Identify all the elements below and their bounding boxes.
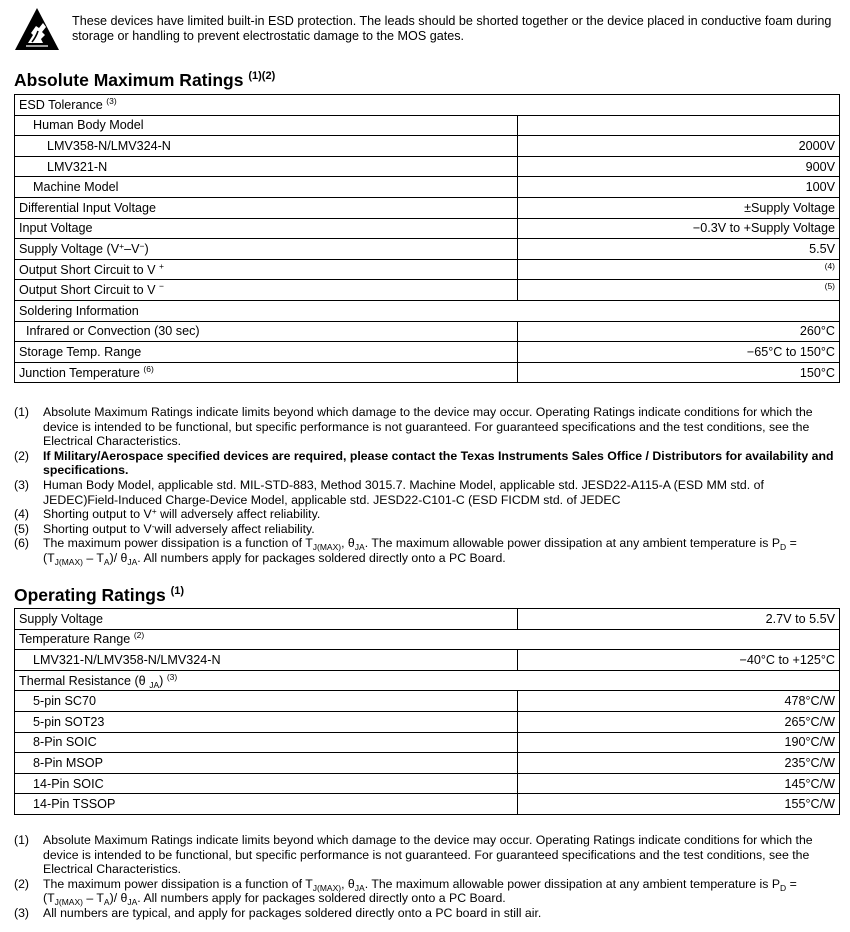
esd-tolerance-text: ESD Tolerance [19, 97, 103, 112]
note-text: Shorting output to V [43, 507, 152, 522]
short-vminus-value [518, 280, 840, 301]
note-text: )/ θ [109, 891, 128, 906]
abs-note-2 [14, 449, 839, 478]
note-text: will adversely affect reliability. [154, 521, 315, 536]
thermal-resistance-label [15, 670, 840, 691]
sot23-value: 265°C/W [518, 711, 840, 732]
op-ratings-title-text: Operating Ratings [14, 585, 166, 605]
note-number: (3) [14, 477, 30, 492]
storage-label: Storage Temp. Range [15, 342, 518, 363]
short-vplus-sup: + [159, 260, 164, 271]
table-row [15, 650, 840, 671]
supply-voltage-plus: + [119, 240, 125, 251]
short-vplus-text: Output Short Circuit to V [19, 262, 156, 277]
table-row [15, 794, 840, 815]
op-ratings-table [14, 608, 840, 815]
note-sup: - [151, 520, 155, 531]
table-row [15, 115, 840, 136]
note-text: – T [82, 891, 104, 906]
table-row [15, 156, 840, 177]
junction-label [15, 362, 518, 383]
note-sub: JA [127, 897, 138, 908]
short-vminus-sup: − [159, 281, 164, 292]
supply-voltage-label [15, 239, 518, 260]
table-row [15, 239, 840, 260]
soic8-label: 8-Pin SOIC [15, 732, 518, 753]
diff-input-label: Differential Input Voltage [15, 197, 518, 218]
input-voltage-label: Input Voltage [15, 218, 518, 239]
note-number: (6) [14, 536, 30, 551]
hbm-358-324-label: LMV358-N/LMV324-N [15, 136, 518, 157]
note-sub: J(MAX) [54, 897, 83, 908]
abs-note-4 [14, 507, 839, 522]
supply-voltage-value: 5.5V [518, 239, 840, 260]
empty-cell [518, 115, 840, 136]
table-row [15, 732, 840, 753]
note-text: The maximum power dissipation is a function of T [43, 876, 313, 891]
note-text: , θ [341, 536, 355, 551]
note-text: . The maximum allowable power dissipation at any ambient temperature is P [364, 536, 781, 551]
note-number: (3) [14, 905, 30, 920]
note-text: Human Body Model, applicable std. MIL-STD-883, Method 3015.7. Machine Model, applicable std. JESD22-A115-A (ESD MM std. of JEDEC)Field-Induced Charge-Device Model, applicable std. JESD22-C101-C (ESD FICDM std. of JEDEC [43, 477, 764, 507]
note-text: will adversely affect reliability. [156, 507, 321, 522]
esd-notice [14, 4, 838, 52]
note-text: , θ [341, 876, 355, 891]
note-sub: D [780, 882, 787, 893]
thermal-sub: JA [149, 679, 160, 690]
junction-text: Junction Temperature [19, 365, 140, 380]
note-text: . All numbers apply for packages soldered directly onto a PC Board. [137, 550, 506, 565]
soldering-label: Soldering Information [15, 300, 840, 321]
note-sub: A [103, 897, 110, 908]
msop8-label: 8-Pin MSOP [15, 753, 518, 774]
note-text: . The maximum allowable power dissipation at any ambient temperature is P [364, 876, 781, 891]
short-vminus-note: (5) [824, 281, 836, 292]
esd-warning-icon [14, 6, 60, 52]
abs-note-3 [14, 478, 839, 507]
op-ratings-title [14, 585, 184, 605]
abs-max-title [14, 70, 275, 90]
short-vplus-note: (4) [824, 260, 836, 271]
table-row [15, 609, 840, 630]
sot23-label: 5-pin SOT23 [15, 711, 518, 732]
table-row [15, 259, 840, 280]
table-row [15, 177, 840, 198]
table-row [15, 136, 840, 157]
note-sub: JA [127, 556, 138, 567]
short-vplus-label [15, 259, 518, 280]
abs-note-1 [14, 405, 839, 449]
esd-tolerance-note: (3) [106, 95, 117, 106]
table-row [15, 342, 840, 363]
op-note-3 [14, 906, 839, 921]
note-text: If Military/Aerospace specified devices are required, please contact the Texas Instruments Sales Office / Distributors for availability and specifications. [43, 448, 834, 478]
note-text: Shorting output to V [43, 521, 152, 536]
abs-max-title-notes: (1)(2) [248, 70, 276, 82]
hbm-358-324-value: 2000V [518, 136, 840, 157]
sc70-label: 5-pin SC70 [15, 691, 518, 712]
table-row [15, 691, 840, 712]
infrared-value: 260°C [518, 321, 840, 342]
thermal-text-b: ) [159, 673, 164, 688]
note-sub: A [103, 556, 110, 567]
machine-model-label: Machine Model [15, 177, 518, 198]
table-row [15, 629, 840, 650]
table-row [15, 773, 840, 794]
op-ratings-notes [14, 833, 839, 921]
note-sub: JA [354, 542, 365, 553]
tssop14-label: 14-Pin TSSOP [15, 794, 518, 815]
supply-voltage-text-c: ) [144, 241, 149, 256]
table-row [15, 95, 840, 116]
thermal-note: (3) [166, 671, 178, 682]
note-sub: JA [354, 882, 365, 893]
temp-parts-label: LMV321-N/LMV358-N/LMV324-N [15, 650, 518, 671]
note-text: Absolute Maximum Ratings indicate limits beyond which damage to the device may occur. Operating Ratings indicate conditions for which the device is intended to be functional, but specific performance is not guaranteed. For guaranteed specifications and the test conditions, see the Electrical Characteristics. [43, 833, 813, 877]
op-supply-label: Supply Voltage [15, 609, 518, 630]
op-supply-value: 2.7V to 5.5V [518, 609, 840, 630]
note-text: – T [82, 550, 104, 565]
thermal-text-a: Thermal Resistance (θ [19, 673, 150, 688]
note-text: = (T [43, 876, 797, 906]
note-number: (2) [14, 448, 30, 463]
note-text: )/ θ [109, 550, 128, 565]
tssop14-value: 155°C/W [518, 794, 840, 815]
junction-note: (6) [143, 363, 154, 374]
abs-max-table [14, 94, 840, 383]
sc70-value: 478°C/W [518, 691, 840, 712]
table-row [15, 753, 840, 774]
note-number: (5) [14, 521, 30, 536]
supply-voltage-text-a: Supply Voltage (V [19, 241, 120, 256]
temp-range-note: (2) [133, 630, 145, 641]
temp-range-label [15, 629, 840, 650]
table-row [15, 300, 840, 321]
abs-note-5 [14, 522, 839, 537]
diff-input-value: ±Supply Voltage [518, 197, 840, 218]
short-vplus-value [518, 259, 840, 280]
soic14-label: 14-Pin SOIC [15, 773, 518, 794]
infrared-label: Infrared or Convection (30 sec) [15, 321, 518, 342]
supply-voltage-minus: − [139, 240, 145, 251]
note-number: (1) [14, 405, 30, 419]
msop8-value: 235°C/W [518, 753, 840, 774]
note-number: (4) [14, 507, 30, 522]
table-row [15, 321, 840, 342]
table-row [15, 711, 840, 732]
input-voltage-value: −0.3V to +Supply Voltage [518, 218, 840, 239]
hbm-321-label: LMV321-N [15, 156, 518, 177]
note-number: (1) [14, 833, 30, 847]
soic14-value: 145°C/W [518, 773, 840, 794]
op-note-2 [14, 877, 839, 906]
supply-voltage-text-b: –V [124, 241, 140, 256]
table-row [15, 362, 840, 383]
note-sub: J(MAX) [54, 556, 83, 567]
note-sub: D [780, 542, 787, 553]
short-vminus-text: Output Short Circuit to V [19, 283, 156, 298]
machine-model-value: 100V [518, 177, 840, 198]
op-ratings-title-note: (1) [170, 585, 185, 597]
soic8-value: 190°C/W [518, 732, 840, 753]
note-text: = (T [43, 536, 797, 565]
note-number: (2) [14, 876, 30, 891]
note-text: The maximum power dissipation is a function of T [43, 536, 313, 551]
junction-value: 150°C [518, 362, 840, 383]
abs-max-title-text: Absolute Maximum Ratings [14, 70, 244, 90]
hbm-321-value: 900V [518, 156, 840, 177]
note-text: . All numbers apply for packages soldered directly onto a PC Board. [137, 891, 506, 906]
esd-tolerance-label [15, 95, 840, 116]
note-sub: J(MAX) [312, 882, 342, 893]
table-row [15, 197, 840, 218]
storage-value: −65°C to 150°C [518, 342, 840, 363]
table-row [15, 218, 840, 239]
temp-parts-value: −40°C to +125°C [518, 650, 840, 671]
temp-range-text: Temperature Range [19, 632, 131, 647]
note-sup: + [151, 506, 157, 517]
abs-note-6 [14, 536, 839, 565]
note-text: All numbers are typical, and apply for packages soldered directly onto a PC board in still air. [43, 905, 542, 920]
esd-notice-text: These devices have limited built-in ESD protection. The leads should be shorted together or the device placed in conductive foam during storage or handling to prevent electrostatic damage to the MOS gates. [72, 14, 832, 43]
op-note-1 [14, 833, 839, 877]
table-row [15, 670, 840, 691]
human-body-model-label: Human Body Model [15, 115, 518, 136]
table-row [15, 280, 840, 301]
note-sub: J(MAX) [312, 542, 342, 553]
note-text: Absolute Maximum Ratings indicate limits beyond which damage to the device may occur. Operating Ratings indicate conditions for which the device is intended to be functional, but specific performance is not guaranteed. For guaranteed specifications and the test conditions, see the Electrical Characteristics. [43, 405, 813, 449]
short-vminus-label [15, 280, 518, 301]
abs-max-notes [14, 405, 839, 566]
